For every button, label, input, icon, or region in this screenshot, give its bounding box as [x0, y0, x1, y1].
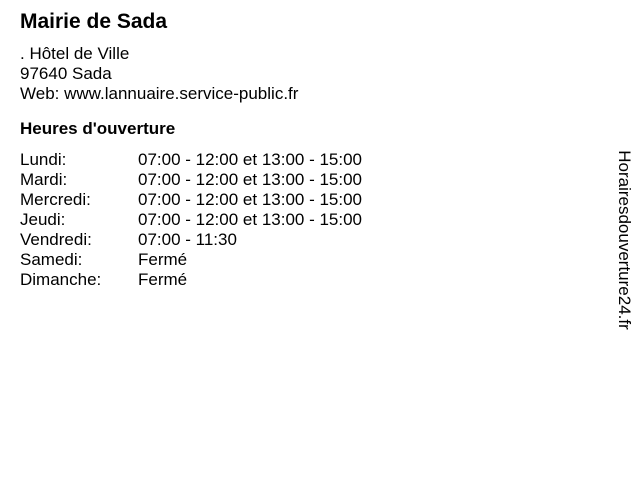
- address-postal-city: 97640 Sada: [20, 64, 112, 83]
- day-label: Dimanche:: [20, 270, 102, 289]
- address-street: . Hôtel de Ville: [20, 44, 130, 63]
- day-label: Samedi:: [20, 250, 83, 269]
- day-hours: 07:00 - 11:30: [138, 230, 237, 249]
- day-hours: 07:00 - 12:00 et 13:00 - 15:00: [138, 150, 363, 169]
- website-line: [20, 84, 580, 104]
- day-label: Mardi:: [20, 170, 68, 189]
- opening-hours-heading: Heures d'ouverture: [20, 119, 176, 138]
- page-title: Mairie de Sada: [20, 10, 168, 33]
- day-hours: 07:00 - 12:00 et 13:00 - 15:00: [138, 170, 363, 189]
- site-watermark: Horairesdouverture24.fr: [615, 150, 634, 330]
- day-label: Mercredi:: [20, 190, 91, 209]
- hours-row-saturday: [20, 250, 580, 270]
- day-hours: Fermé: [138, 250, 188, 269]
- day-hours: 07:00 - 12:00 et 13:00 - 15:00: [138, 210, 363, 229]
- business-card: [20, 9, 580, 290]
- hours-row-monday: [20, 150, 580, 170]
- website-link[interactable]: www.lannuaire.service-public.fr: [64, 84, 299, 103]
- day-hours: Fermé: [138, 270, 188, 289]
- hours-row-thursday: [20, 210, 580, 230]
- hours-row-wednesday: [20, 190, 580, 210]
- hours-row-friday: [20, 230, 580, 250]
- day-label: Jeudi:: [20, 210, 66, 229]
- website-label: Web:: [20, 84, 60, 103]
- hours-row-sunday: [20, 270, 580, 290]
- address-block: [20, 44, 580, 104]
- hours-row-tuesday: [20, 170, 580, 190]
- day-label: Vendredi:: [20, 230, 92, 249]
- opening-hours-list: [20, 150, 580, 290]
- day-hours: 07:00 - 12:00 et 13:00 - 15:00: [138, 190, 363, 209]
- day-label: Lundi:: [20, 150, 67, 169]
